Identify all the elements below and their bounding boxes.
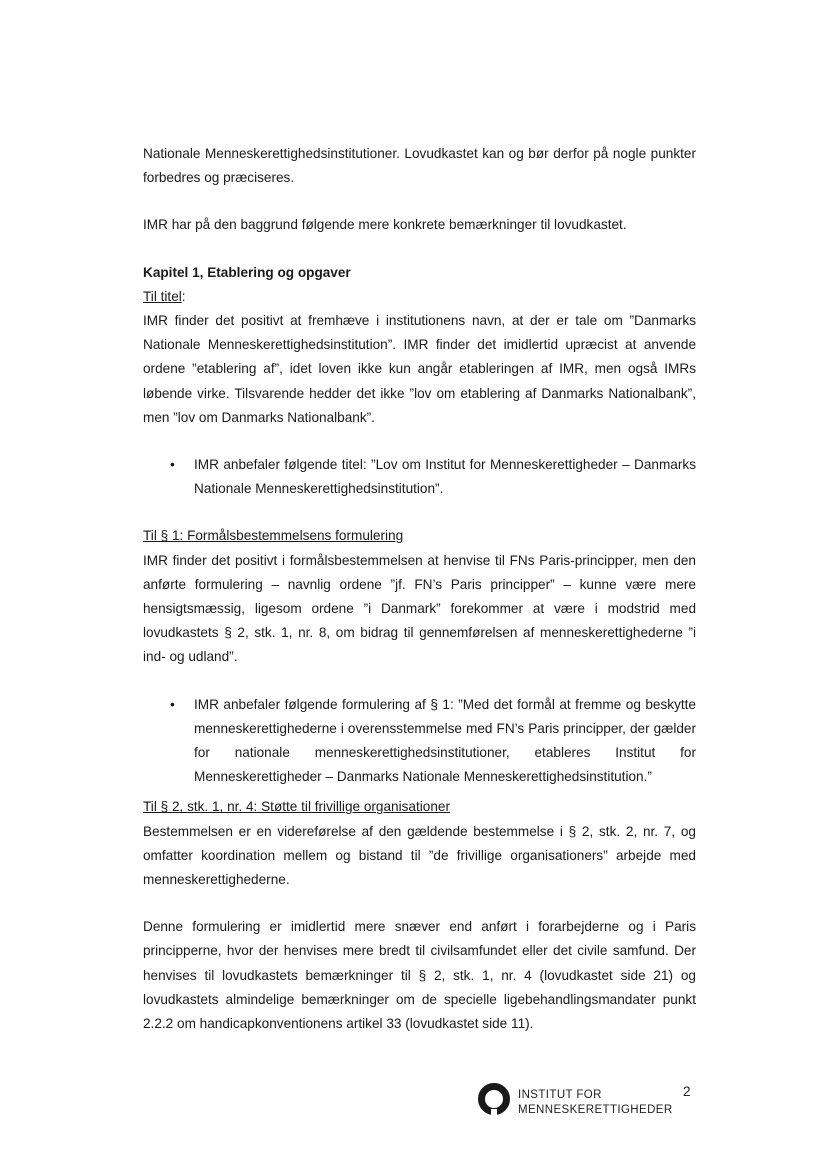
subsection-title-text: Til titel xyxy=(143,288,182,304)
paragraph: IMR finder det positivt at fremhæve i institutionens navn, at der er tale om ”Danmarks Nationale Menneskerettighedsinstitution”. IMR finder det imidlertid upræcist at anvende ordene ”etablering af”, idet loven ikke kun angår etableringen af IMR, men også IMRs løbende virke. Tilsvarende hedder det ikke ”lov om etablering af Danmarks Nationalbank”, men ”lov om Danmarks Nationalbank”. xyxy=(143,313,696,425)
subsection-title xyxy=(143,285,696,309)
institute-logo-icon xyxy=(477,1082,511,1116)
paragraph: Denne formulering er imidlertid mere snæver end anført i forarbejderne og i Paris principperne, hvor der henvises mere bredt til civilsamfundet eller det civile samfund. Der henvises til lovudkastets bemærkninger til § 2, stk. 1, nr. 4 (lovudkastet side 21) og lovudkastets almindelige bemærkninger om de specielle ligebehandlingsmandater punkt 2.2.2 om handicapkonventionens artikel 33 (lovudkastet side 11). xyxy=(143,919,696,1032)
footer-logo xyxy=(477,1082,707,1122)
logo-line-1: INSTITUT FOR xyxy=(518,1089,602,1101)
subsection-title-colon: : xyxy=(181,288,186,304)
paragraph: IMR finder det positivt i formålsbestemmelsen at henvise til FNs Paris-principper, men den anførte formulering – navnlig ordene ”jf. FN’s Paris principper” – kunne være mere hensigtsmæssig, ligesom ordene ”i Danmark” forekommer at være i modstrid med lovudkastets § 2, stk. 1, nr. 8, om bidrag til gennemførelsen af menneskerettighederne ”i ind- og udland”. xyxy=(143,552,696,665)
bullet-icon: • xyxy=(170,696,175,712)
section-heading: Kapitel 1, Etablering og opgaver xyxy=(143,264,351,280)
paragraph: IMR har på den baggrund følgende mere konkrete bemærkninger til lovudkastet. xyxy=(143,217,627,233)
bullet-text: IMR anbefaler følgende formulering af § 1: ”Med det formål at fremme og beskytte menneskerettighederne i overensstemmelse med FN’s Paris principper, der gælder for nationale menneskerettighedsinstitutioner, etableres Institut for Menneskerettigheder – Danmarks Nationale Menneskerettighedsinstitution.” xyxy=(194,696,696,785)
subsection-title: Til § 2, stk. 1, nr. 4: Støtte til frivillige organisationer xyxy=(143,799,450,815)
subsection-title: Til § 1: Formålsbestemmelsens formulering xyxy=(143,528,404,544)
logo-text xyxy=(518,1088,673,1118)
paragraph: Nationale Menneskerettighedsinstitutioner. Lovudkastet kan og bør derfor på nogle punkter forbedres og præciseres. xyxy=(143,146,696,186)
logo-line-2: MENNESKERETTIGHEDER xyxy=(518,1104,673,1116)
recommendation-bullet xyxy=(143,693,696,790)
recommendation-bullet xyxy=(143,453,696,501)
page-number: 2 xyxy=(683,1084,691,1099)
bullet-icon: • xyxy=(170,457,175,473)
bullet-text: IMR anbefaler følgende titel: ”Lov om Institut for Menneskerettigheder – Danmarks Nationale Menneskerettighedsinstitution”. xyxy=(194,457,696,497)
paragraph: Bestemmelsen er en videreførelse af den gældende bestemmelse i § 2, stk. 2, nr. 7, og omfatter koordination mellem og bistand til ”de frivillige organisationers” arbejde med menneskerettighederne. xyxy=(143,823,696,888)
document-body xyxy=(143,142,696,1036)
